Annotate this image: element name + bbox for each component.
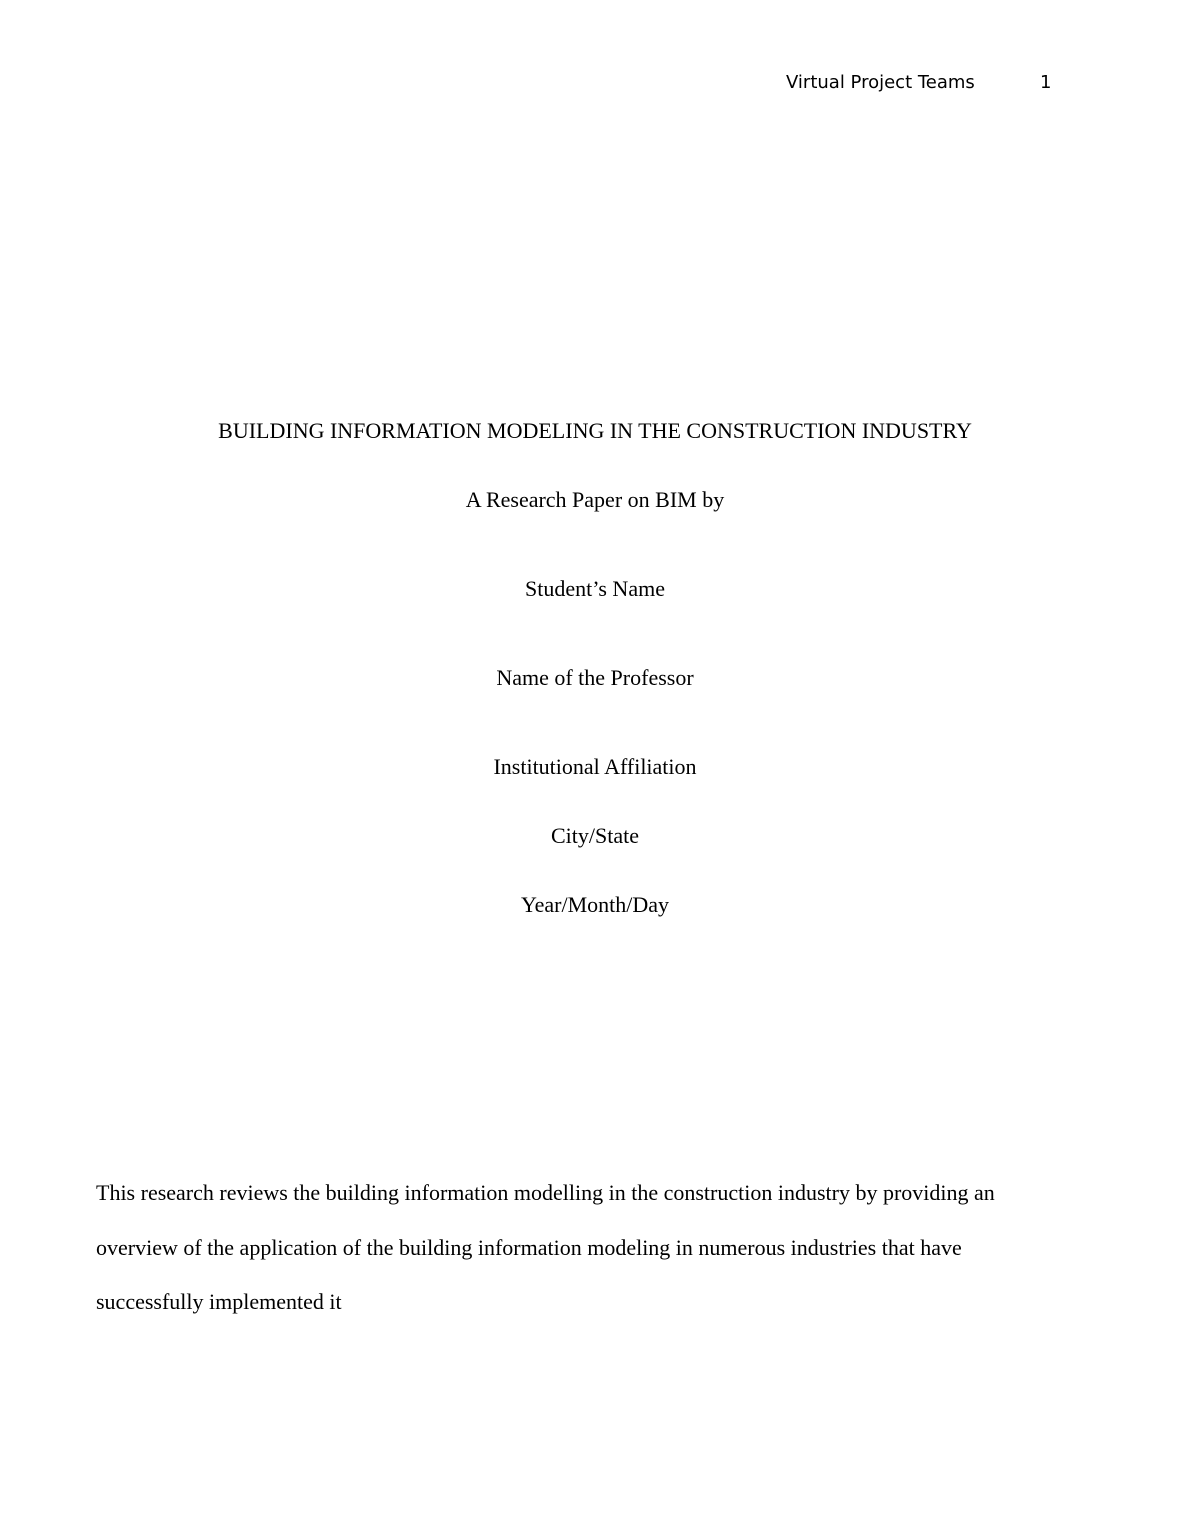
city-state: City/State [551, 823, 639, 848]
professor-name: Name of the Professor [496, 665, 694, 690]
student-name: Student’s Name [525, 576, 665, 601]
paper-title: BUILDING INFORMATION MODELING IN THE CONSTRUCTION INDUSTRY [218, 418, 972, 443]
abstract-paragraph [96, 1166, 1076, 1330]
date-line: Year/Month/Day [520, 892, 670, 917]
abstract-line: successfully implemented it [96, 1289, 342, 1314]
running-head: Virtual Project Teams [786, 72, 975, 93]
institutional-affiliation: Institutional Affiliation [493, 754, 697, 779]
paper-subtitle: A Research Paper on BIM by [465, 487, 725, 512]
page-number: 1 [1040, 72, 1052, 93]
abstract-line: overview of the application of the building information modeling in numerous industries that have [96, 1234, 962, 1260]
abstract-line: This research reviews the building information modelling in the construction industry by providing an [96, 1180, 995, 1205]
